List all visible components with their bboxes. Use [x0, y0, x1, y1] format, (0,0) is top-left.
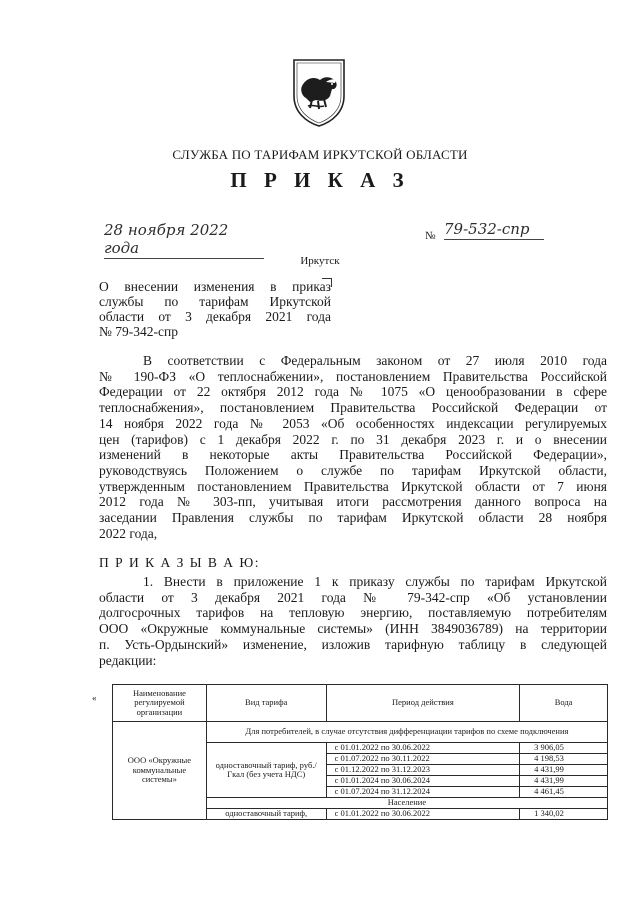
tariff-type-cell: одноставочный тариф, — [206, 809, 326, 820]
subject-line: службы по тарифам Иркутской — [99, 294, 331, 309]
preamble-line: цен (тарифов) с 1 декабря 2022 г. по 31 декабря 2023 г. и о внесении — [99, 431, 607, 447]
period-cell: с 01.12.2022 по 31.12.2023 — [326, 765, 520, 776]
subject-line: № 79-342-спр — [99, 324, 178, 339]
handwritten-date: 28 ноября 2022 года — [104, 221, 264, 259]
header-period: Период действия — [326, 685, 520, 722]
group-title-cell: Население — [206, 798, 607, 809]
handwritten-number: 79-532-спр — [444, 220, 544, 240]
period-cell: с 01.01.2022 по 30.06.2022 — [326, 743, 520, 754]
preamble-line: 2022 года, — [99, 525, 158, 541]
number-prefix: № — [425, 230, 436, 242]
header-tariff-type: Вид тарифа — [206, 685, 326, 722]
period-cell: с 01.07.2022 по 30.11.2022 — [326, 754, 520, 765]
group-title-cell: Для потребителей, в случае отсутствия дифференциации тарифов по схеме подключения — [206, 722, 607, 743]
value-cell: 4 461,45 — [520, 787, 608, 798]
item-1-paragraph — [99, 574, 607, 668]
value-cell: 3 906,05 — [520, 743, 608, 754]
preamble-line: 2012 года № 303-пп, учитывая итоги рассмотрения данного вопроса на — [99, 494, 607, 510]
table-row — [113, 722, 608, 743]
preamble-line: изменений в некоторые акты Правительства Российской Федерации», — [99, 447, 607, 463]
value-cell: 4 431,99 — [520, 765, 608, 776]
org-name-cell: ООО «Окружные коммунальные системы» — [113, 722, 207, 820]
item-1-line: долгосрочных тарифов на тепловую энергию, поставляемую потребителям — [99, 605, 607, 621]
organization-title: СЛУЖБА ПО ТАРИФАМ ИРКУТСКОЙ ОБЛАСТИ — [172, 147, 468, 162]
order-word: П Р И К А З Ы В А Ю: — [99, 555, 261, 570]
preamble-line: заседании Правления службы по тарифам Иркутской области 28 ноября — [99, 510, 607, 526]
table-open-quote: « — [92, 693, 97, 703]
coat-of-arms-icon — [288, 56, 350, 128]
header-value: Вода — [520, 685, 608, 722]
preamble-line: утвержденным постановлением Правительства Иркутской области от 7 июня — [99, 478, 607, 494]
preamble-line: № 190-ФЗ «О теплоснабжении», постановлением Правительства Российской — [99, 368, 607, 384]
tariff-type-cell: одноставочный тариф, руб./Гкал (без учета НДС) — [206, 743, 326, 798]
document-title: П Р И К А З — [230, 168, 410, 192]
item-1-line: п. Усть-Ордынский» изменение, изложив тарифную таблицу в следующей — [99, 636, 607, 652]
preamble-line: теплоснабжения», постановлением Правительства Российской Федерации от — [99, 400, 607, 416]
preamble-line: 14 ноября 2022 года № 2053 «Об особенностях индексации регулируемых — [99, 415, 607, 431]
preamble-line: Федерации от 22 октября 2012 года № 1075 «О ценообразовании в сфере — [99, 384, 607, 400]
period-cell: с 01.01.2024 по 30.06.2024 — [326, 776, 520, 787]
item-1-line: области от 3 декабря 2021 года № 79-342-спр «Об установлении — [99, 589, 607, 605]
period-cell: с 01.01.2022 по 30.06.2022 — [326, 809, 520, 820]
value-cell: 1 340,02 — [520, 809, 608, 820]
table-header-row — [113, 685, 608, 722]
header-org: Наименование регулируемой организации — [113, 685, 207, 722]
preamble-line: руководствуясь Положением о службе по тарифам Иркутской области, — [99, 462, 607, 478]
subject-line: области от 3 декабря 2021 года — [99, 309, 331, 324]
city-label: Иркутск — [300, 255, 340, 267]
item-1-line: редакции: — [99, 652, 157, 668]
period-cell: с 01.07.2024 по 31.12.2024 — [326, 787, 520, 798]
value-cell: 4 431,99 — [520, 776, 608, 787]
subject-line: О внесении изменения в приказ — [99, 279, 331, 294]
item-1-line: 1. Внести в приложение 1 к приказу службы по тарифам Иркутской — [143, 574, 607, 589]
value-cell: 4 198,53 — [520, 754, 608, 765]
preamble-paragraph — [99, 353, 607, 541]
subject-block — [99, 279, 331, 339]
tariff-table — [112, 684, 608, 820]
item-1-line: ООО «Окружные коммунальные системы» (ИНН 3849036789) на территории — [99, 621, 607, 637]
preamble-line: В соответствии с Федеральным законом от 27 июля 2010 года — [143, 353, 607, 368]
